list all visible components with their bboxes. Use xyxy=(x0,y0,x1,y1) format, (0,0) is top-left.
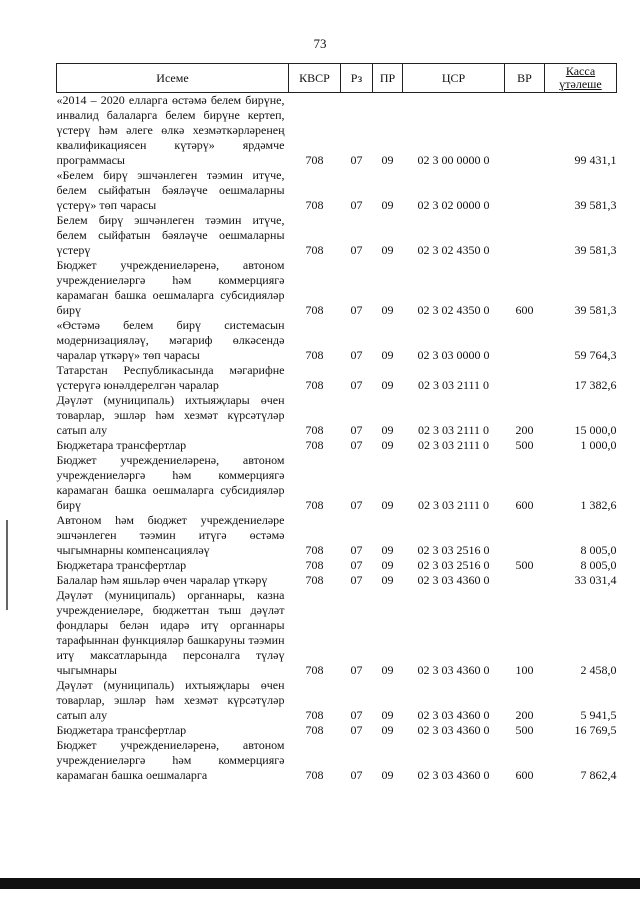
cell-vr: 500 xyxy=(515,558,534,572)
header-name: Исеме xyxy=(57,64,289,93)
cell-rz: 07 xyxy=(350,708,363,722)
cell-name: Бюджет учреждениеләренә, автоном учреждениеләргә һәм коммерциягә карамаган башка оешмаларга субсидияләр бирү xyxy=(56,453,285,512)
cell-pr: 09 xyxy=(381,708,394,722)
cell-amount: 8 005,0 xyxy=(580,558,617,572)
cell-name: Бюджет учреждениеләренә, автоном учреждениеләргә һәм коммерциягә карамаган башка оешмаларга xyxy=(56,738,285,782)
cell-kvsr: 708 xyxy=(305,663,324,677)
cell-vr xyxy=(505,318,545,363)
cell-rz: 07 xyxy=(350,348,363,362)
cell-name: Автоном һәм бюджет учреждениеләре эшчәнлеген тәэмин итүгә өстәмә чыгымнарны компенсацияләү xyxy=(56,513,285,557)
cell-pr: 09 xyxy=(381,348,394,362)
cell-csr: 02 3 03 2111 0 xyxy=(417,423,490,437)
page-number: 73 xyxy=(313,36,327,51)
cell-rz: 07 xyxy=(350,303,363,317)
table-row xyxy=(57,588,617,678)
cell-pr: 09 xyxy=(381,438,394,452)
cell-rz: 07 xyxy=(350,423,363,437)
cell-vr xyxy=(505,213,545,258)
table-row xyxy=(57,318,617,363)
cell-name: «Белем бирү эшчәнлеген тәэмин итүче, белем сыйфатын бәяләүче оешмаларны үстерү» төп чарасы xyxy=(56,168,285,212)
cell-csr: 02 3 03 4360 0 xyxy=(417,663,490,677)
cell-pr: 09 xyxy=(381,573,394,587)
cell-vr: 600 xyxy=(515,768,534,782)
cell-pr: 09 xyxy=(381,768,394,782)
cell-kvsr: 708 xyxy=(305,708,324,722)
cell-amount: 59 764,3 xyxy=(574,348,617,362)
header-vr: ВР xyxy=(505,64,545,93)
cell-vr: 200 xyxy=(515,423,534,437)
cell-amount: 99 431,1 xyxy=(574,153,617,167)
cell-kvsr: 708 xyxy=(305,243,324,257)
cell-csr: 02 3 02 4350 0 xyxy=(417,303,490,317)
cell-csr: 02 3 03 0000 0 xyxy=(417,348,490,362)
cell-csr: 02 3 03 4360 0 xyxy=(417,723,490,737)
cell-kvsr: 708 xyxy=(305,543,324,557)
cell-csr: 02 3 03 2516 0 xyxy=(417,543,490,557)
table-row xyxy=(57,213,617,258)
cell-kvsr: 708 xyxy=(305,153,324,167)
cell-rz: 07 xyxy=(350,498,363,512)
cell-amount: 33 031,4 xyxy=(574,573,617,587)
cell-vr xyxy=(505,573,545,588)
cell-pr: 09 xyxy=(381,663,394,677)
cell-vr: 600 xyxy=(515,498,534,512)
cell-rz: 07 xyxy=(350,573,363,587)
cell-pr: 09 xyxy=(381,303,394,317)
table-row xyxy=(57,513,617,558)
cell-amount: 17 382,6 xyxy=(574,378,617,392)
cell-vr xyxy=(505,93,545,169)
cell-name: Дәүләт (муниципаль) ихтыяҗлары өчен товарлар, эшләр һәм хезмәт күрсәтүләр сатып алу xyxy=(56,678,285,722)
cell-vr xyxy=(505,513,545,558)
cell-rz: 07 xyxy=(350,378,363,392)
cell-rz: 07 xyxy=(350,153,363,167)
table-header-row xyxy=(57,64,617,93)
cell-csr: 02 3 03 2111 0 xyxy=(417,438,490,452)
cell-name: Татарстан Республикасында мәгарифне үстерүгә юнәлдерелгән чаралар xyxy=(56,363,285,392)
cell-kvsr: 708 xyxy=(305,558,324,572)
cell-rz: 07 xyxy=(350,663,363,677)
cell-kvsr: 708 xyxy=(305,573,324,587)
table-row xyxy=(57,363,617,393)
cell-vr xyxy=(505,168,545,213)
table-row xyxy=(57,393,617,438)
cell-kvsr: 708 xyxy=(305,378,324,392)
header-kassa: Касса үтәлеше xyxy=(545,64,617,93)
cell-rz: 07 xyxy=(350,438,363,452)
cell-kvsr: 708 xyxy=(305,768,324,782)
header-csr: ЦСР xyxy=(403,64,505,93)
table-row xyxy=(57,573,617,588)
cell-kvsr: 708 xyxy=(305,438,324,452)
cell-pr: 09 xyxy=(381,723,394,737)
cell-name: Дәүләт (муниципаль) органнары, казна учреждениеләре, бюджеттан тыш дәүләт фондлары белән идарә итү органнары тарафыннан функцияләр башкаруны тәэмин итү максатларында персоналга түләү чыгымнары xyxy=(56,588,285,677)
cell-rz: 07 xyxy=(350,558,363,572)
budget-table xyxy=(56,63,617,783)
header-kvsr: КВСР xyxy=(289,64,341,93)
cell-name: «2014 – 2020 елларга өстәмә белем бирүне, инвалид балаларга белем бирүне кертеп, үстерү һәм әлеге өлкә хезмәткәрләренең квалификациясен күтәрү» ярдәмче программасы xyxy=(56,93,285,167)
cell-csr: 02 3 02 4350 0 xyxy=(417,243,490,257)
cell-pr: 09 xyxy=(381,198,394,212)
cell-vr: 100 xyxy=(515,663,534,677)
cell-name: Бюджетара трансфертлар xyxy=(56,558,187,572)
table-row xyxy=(57,723,617,738)
cell-rz: 07 xyxy=(350,723,363,737)
cell-pr: 09 xyxy=(381,558,394,572)
cell-name: Бюджет учреждениеләренә, автоном учреждениеләргә һәм коммерциягә карамаган башка оешмаларга субсидияләр бирү xyxy=(56,258,285,317)
cell-name: Бюджетара трансфертлар xyxy=(56,723,187,737)
cell-name: «Өстәмә белем бирү системасын модернизацияләү, мәгариф өлкәсендә чаралар үткәрү» төп чарасы xyxy=(56,318,285,362)
cell-name: Дәүләт (муниципаль) ихтыяҗлары өчен товарлар, эшләр һәм хезмәт күрсәтүләр сатып алу xyxy=(56,393,285,437)
cell-amount: 7 862,4 xyxy=(580,768,617,782)
scan-mark xyxy=(6,520,8,610)
cell-vr xyxy=(505,363,545,393)
cell-csr: 02 3 03 4360 0 xyxy=(417,573,490,587)
table-row xyxy=(57,738,617,783)
cell-amount: 2 458,0 xyxy=(580,663,617,677)
cell-pr: 09 xyxy=(381,243,394,257)
cell-kvsr: 708 xyxy=(305,423,324,437)
cell-vr: 600 xyxy=(515,303,534,317)
table-row xyxy=(57,258,617,318)
table-body xyxy=(57,93,617,784)
cell-kvsr: 708 xyxy=(305,348,324,362)
cell-amount: 39 581,3 xyxy=(574,303,617,317)
table-row xyxy=(57,678,617,723)
cell-rz: 07 xyxy=(350,768,363,782)
cell-name: Бюджетара трансфертлар xyxy=(56,438,187,452)
cell-amount: 8 005,0 xyxy=(580,543,617,557)
cell-csr: 02 3 03 2111 0 xyxy=(417,498,490,512)
cell-amount: 1 382,6 xyxy=(580,498,617,512)
cell-kvsr: 708 xyxy=(305,198,324,212)
cell-csr: 02 3 03 4360 0 xyxy=(417,768,490,782)
cell-csr: 02 3 02 0000 0 xyxy=(417,198,490,212)
table-row xyxy=(57,558,617,573)
cell-kvsr: 708 xyxy=(305,498,324,512)
cell-csr: 02 3 00 0000 0 xyxy=(417,153,490,167)
cell-csr: 02 3 03 2516 0 xyxy=(417,558,490,572)
cell-pr: 09 xyxy=(381,543,394,557)
cell-vr: 500 xyxy=(515,723,534,737)
cell-kvsr: 708 xyxy=(305,303,324,317)
cell-pr: 09 xyxy=(381,378,394,392)
cell-vr: 200 xyxy=(515,708,534,722)
table-row xyxy=(57,93,617,169)
cell-rz: 07 xyxy=(350,198,363,212)
cell-csr: 02 3 03 4360 0 xyxy=(417,708,490,722)
cell-name: Балалар һәм яшьләр өчен чаралар үткәрү xyxy=(56,573,268,587)
cell-rz: 07 xyxy=(350,543,363,557)
header-pr: ПР xyxy=(373,64,403,93)
header-rz: Рз xyxy=(341,64,373,93)
cell-amount: 1 000,0 xyxy=(580,438,617,452)
table-row xyxy=(57,438,617,453)
cell-pr: 09 xyxy=(381,498,394,512)
cell-name: Белем бирү эшчәнлеген тәэмин итүче, белем сыйфатын бәяләүче оешмаларны үстерү xyxy=(56,213,285,257)
page-edge xyxy=(0,889,640,905)
cell-amount: 16 769,5 xyxy=(574,723,617,737)
cell-amount: 15 000,0 xyxy=(574,423,617,437)
cell-amount: 39 581,3 xyxy=(574,198,617,212)
cell-rz: 07 xyxy=(350,243,363,257)
cell-amount: 5 941,5 xyxy=(580,708,617,722)
cell-pr: 09 xyxy=(381,153,394,167)
table-row xyxy=(57,168,617,213)
cell-vr: 500 xyxy=(515,438,534,452)
cell-amount: 39 581,3 xyxy=(574,243,617,257)
table-row xyxy=(57,453,617,513)
cell-pr: 09 xyxy=(381,423,394,437)
cell-csr: 02 3 03 2111 0 xyxy=(417,378,490,392)
cell-kvsr: 708 xyxy=(305,723,324,737)
scan-border xyxy=(0,878,640,889)
